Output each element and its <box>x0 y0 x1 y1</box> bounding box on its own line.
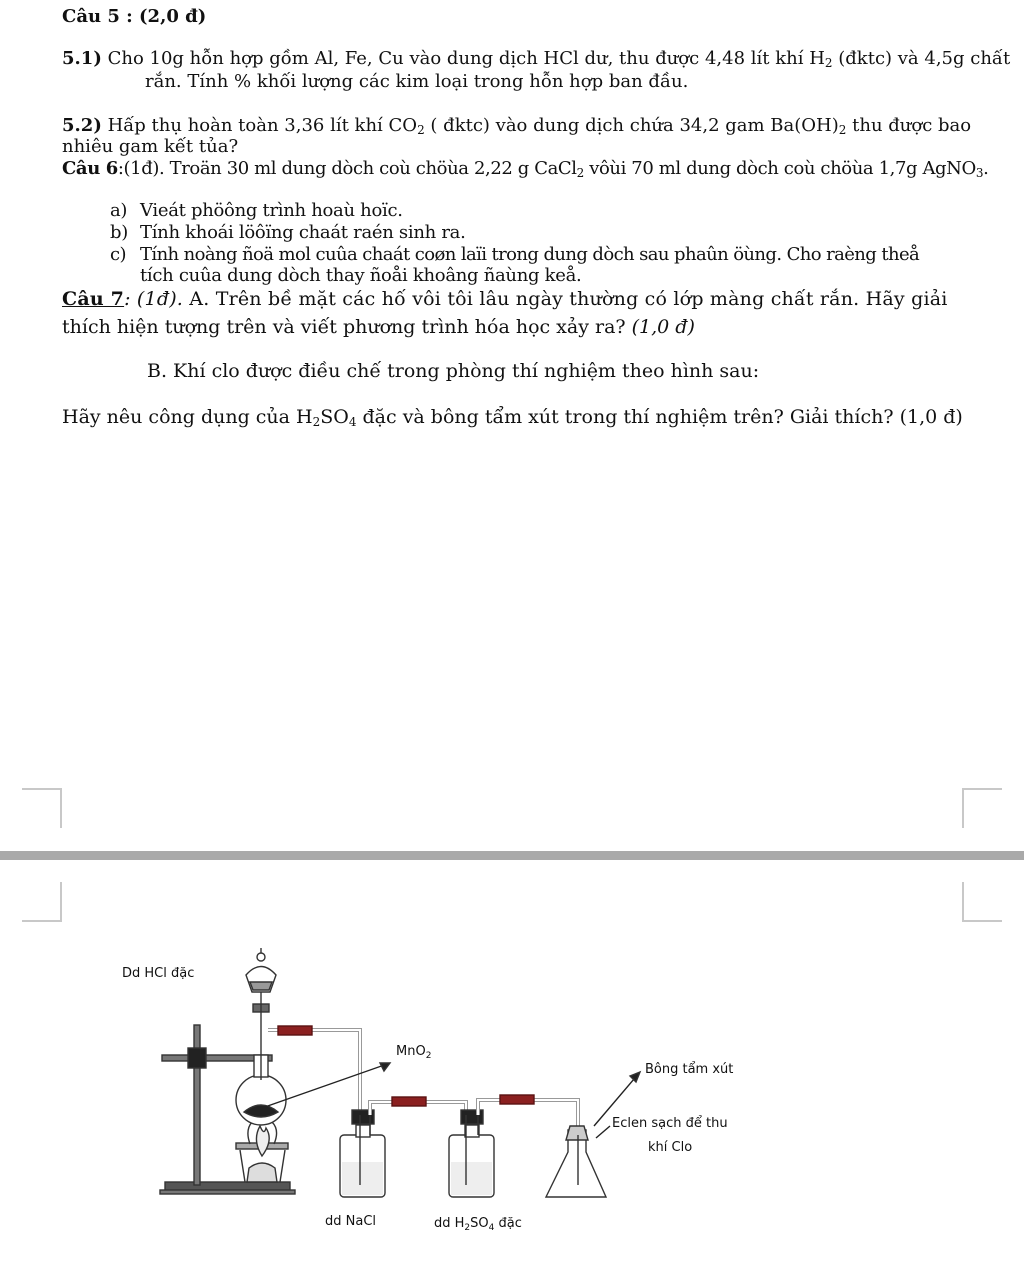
list-marker: c) <box>110 244 126 265</box>
crop-mark-bottom-left <box>22 788 62 828</box>
q5-1-tail: (đktc) và 4,5g chất <box>832 48 1011 69</box>
label-hcl: Dd HCl đặc <box>122 966 195 981</box>
label-mno2-text: MnO <box>396 1044 426 1059</box>
cotton-plug <box>566 1126 588 1140</box>
label-h2so4-text: dd H <box>434 1216 465 1231</box>
q5-1-text: Cho 10g hỗn hợp gồm Al, Fe, Cu vào dung dịch HCl dư, thu được 4,48 lít khí H <box>107 48 825 69</box>
arrow-head <box>630 1072 640 1082</box>
label-h2so4-sub1: 2 <box>464 1223 471 1233</box>
q5-title: Câu 5 : (2,0 đ) <box>62 6 207 27</box>
q6-item-c-line2: tích cuûa dung dòch thay ñoåi khoâng ñaùng keå. <box>140 265 582 286</box>
label-mno2-sub: 2 <box>425 1051 432 1061</box>
q7-line1 <box>62 288 948 310</box>
list-marker: a) <box>110 200 128 221</box>
label-h2so4-tail: đặc <box>494 1216 522 1231</box>
q7-question-sub2: 4 <box>348 415 357 429</box>
q7-part-a-line2: thích hiện tượng trên và viết phương trình hóa học xảy ra? <box>62 316 632 338</box>
q7-question-text: Hãy nêu công dụng của H <box>62 406 313 428</box>
flame <box>256 1126 269 1156</box>
rubber-connector <box>278 1026 312 1035</box>
q5-2-sub: 2 <box>417 123 425 137</box>
crop-mark-bottom-right <box>962 788 1002 828</box>
q6-item-c <box>110 244 920 266</box>
q6-line <box>62 158 988 180</box>
q7-question-mid: SO <box>320 406 349 428</box>
q7-question-sub1: 2 <box>312 415 321 429</box>
list-item-text: Vieát phöông trình hoaù hoïc. <box>140 200 403 221</box>
q7-question <box>62 406 963 428</box>
q7-line2 <box>62 316 695 338</box>
rubber-connector <box>500 1095 534 1104</box>
q7-part-a: A. Trên bề mặt các hố vôi tôi lâu ngày thường có lớp màng chất rắn. Hãy giải <box>183 288 948 310</box>
q6-item-b <box>110 222 466 244</box>
q5-2-number: 5.2) <box>62 115 102 136</box>
q6-text-end: . <box>983 158 989 179</box>
q7-score: : (1đ). <box>124 288 184 310</box>
label-flask-line1: Eclen sạch để thu <box>612 1116 728 1131</box>
q5-2-sub2: 2 <box>838 123 847 137</box>
q6-sub1: 2 <box>576 166 584 180</box>
label-h2so4-sub2: 4 <box>488 1223 495 1233</box>
q7-question-tail: đặc và bông tẩm xút trong thí nghiệm trên? Giải thích? (1,0 đ) <box>356 406 963 428</box>
list-item-text: Tính khoái löôïng chaát raén sinh ra. <box>140 222 466 243</box>
list-marker: b) <box>110 222 128 243</box>
q5-2-mid: ( đktc) vào dung dịch chứa 34,2 gam Ba(OH) <box>424 115 839 136</box>
list-item-text: Tính noàng ñoä mol cuûa chaát coøn laïi trong dung dòch sau phaûn öùng. Cho raèng theå <box>140 244 920 265</box>
label-nacl: dd NaCl <box>325 1214 377 1229</box>
q7-label: Câu 7 <box>62 288 125 310</box>
q5-2-tail: thu được bao <box>846 115 972 136</box>
q7-part-a-score: (1,0 đ) <box>631 316 695 338</box>
rubber-connector <box>392 1097 426 1106</box>
q6-label: Câu 6 <box>62 158 118 179</box>
q5-2-line2: nhiêu gam kết tủa? <box>62 136 239 157</box>
page-break-divider <box>0 851 1024 860</box>
q7-part-b: B. Khí clo được điều chế trong phòng thí nghiệm theo hình sau: <box>147 360 760 382</box>
q5-1-number: 5.1) <box>62 48 102 69</box>
label-cotton: Bông tẩm xút <box>645 1062 734 1077</box>
label-flask-line2: khí Clo <box>648 1140 693 1155</box>
q5-1-line1 <box>62 48 1010 70</box>
q6-text-mid: vôùi 70 ml dung dòch coù chöùa 1,7g AgNO <box>583 158 976 179</box>
label-h2so4-mid: SO <box>470 1216 489 1231</box>
q6-text: Troän 30 ml dung dòch coù chöùa 2,22 g CaCl <box>164 158 577 179</box>
q5-1-sub: 2 <box>824 56 833 70</box>
alcohol-lamp <box>247 1163 277 1182</box>
q5-2-line1 <box>62 115 971 137</box>
clamp-boss <box>188 1048 206 1068</box>
q6-item-a <box>110 200 403 222</box>
label-mno2 <box>396 1044 431 1059</box>
q6-score: :(1đ). <box>117 158 165 179</box>
stand-foot <box>160 1190 295 1194</box>
crop-mark-top-left <box>22 882 62 922</box>
crop-mark-top-right <box>962 882 1002 922</box>
label-h2so4 <box>434 1216 522 1231</box>
q5-1-line2: rắn. Tính % khối lượng các kim loại trong hỗn hợp ban đầu. <box>145 71 689 92</box>
q6-sub2: 3 <box>975 166 984 180</box>
arrow-head <box>380 1063 390 1071</box>
q5-2-text: Hấp thụ hoàn toàn 3,36 lít khí CO <box>107 115 418 136</box>
